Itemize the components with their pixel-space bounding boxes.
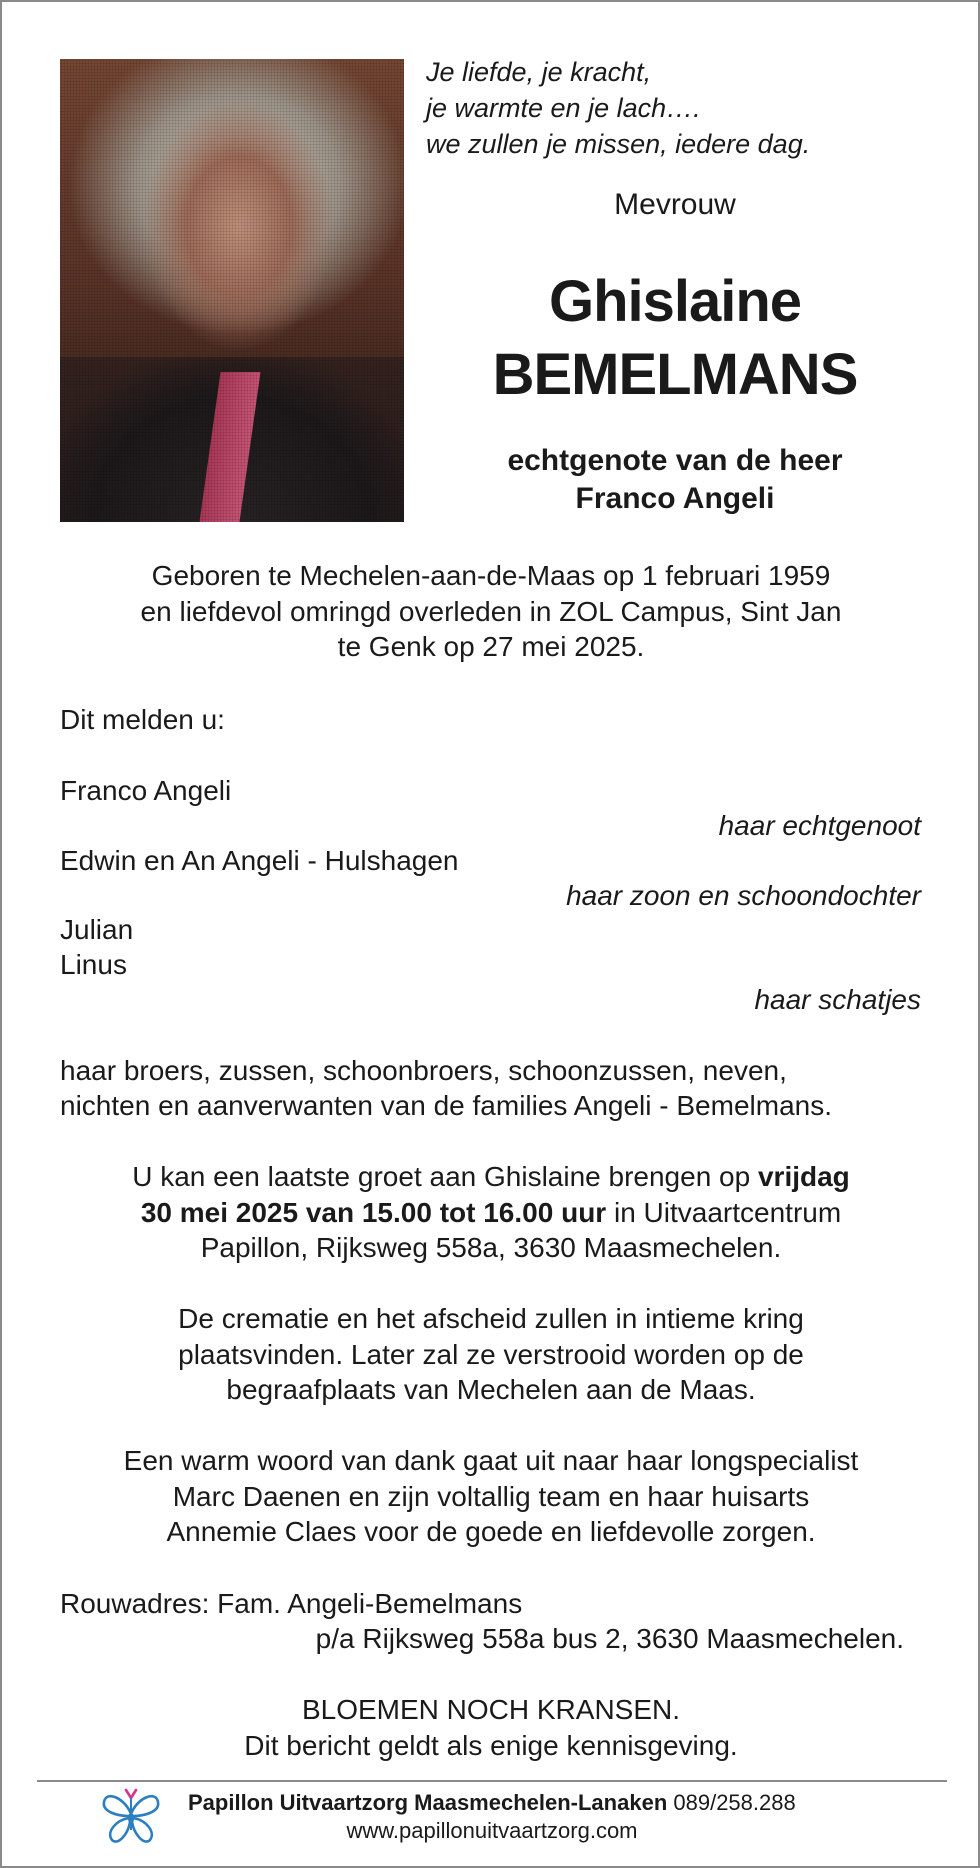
last-name: BEMELMANS	[492, 342, 858, 407]
birth-line: en liefdevol omringd overleden in ZOL Campus, Sint Jan	[140, 595, 842, 627]
thanks-line: Annemie Claes voor de goede en liefdevolle zorgen.	[166, 1516, 816, 1547]
mourning-address-street: p/a Rijksweg 558a bus 2, 3630 Maasmechelen.	[315, 1623, 904, 1654]
family-role: haar zoon en schoondochter	[566, 880, 921, 911]
family-role: haar schatjes	[754, 984, 921, 1015]
footer-divider	[37, 1780, 947, 1782]
family-member: Linus	[60, 949, 127, 980]
visit-location: Papillon, Rijksweg 558a, 3630 Maasmechelen.	[200, 1232, 782, 1263]
flowers-notice	[60, 1692, 922, 1763]
funeral-home-website[interactable]: www.papillonuitvaartzorg.com	[346, 1818, 638, 1843]
thanks-line: Een warm woord van dank gaat uit naar haar longspecialist	[123, 1445, 859, 1476]
birth-line: Geboren te Mechelen-aan-de-Maas op 1 februari 1959	[151, 560, 831, 591]
poem-line: we zullen je missen, iedere dag.	[426, 129, 811, 159]
family-member: Franco Angeli	[60, 775, 232, 806]
extended-family: nichten en aanverwanten van de families Angeli - Bemelmans.	[60, 1090, 832, 1121]
extended-family: haar broers, zussen, schoonbroers, schoonzussen, neven,	[60, 1055, 787, 1086]
deceased-name	[420, 265, 930, 411]
family-member: Edwin en An Angeli - Hulshagen	[60, 845, 459, 876]
family-role: haar echtgenoot	[718, 810, 921, 841]
poem-line: je warmte en je lach….	[426, 93, 701, 123]
spouse-name: Franco Angeli	[575, 482, 775, 515]
funeral-home	[188, 1789, 796, 1817]
announce-intro: Dit melden u:	[60, 704, 225, 735]
mourning-address: Rouwadres: Fam. Angeli-Bemelmans	[60, 1588, 523, 1619]
spouse-info	[420, 442, 930, 518]
funeral-home-phone: 089/258.288	[667, 1790, 796, 1815]
funeral-home-name: Papillon Uitvaartzorg Maasmechelen-Lanaken	[188, 1790, 668, 1815]
birth-line: te Genk op 27 mei 2025.	[337, 631, 645, 662]
first-name: Ghislaine	[548, 269, 802, 334]
honorific: Mevrouw	[614, 188, 736, 221]
cremation-line: De crematie en het afscheid zullen in intieme kring	[178, 1303, 804, 1334]
visit-text: in Uitvaartcentrum	[606, 1196, 842, 1228]
thanks-line: Marc Daenen en zijn voltallig team en haar huisarts	[172, 1480, 810, 1512]
visitation-info	[60, 1159, 922, 1266]
thanks-info	[60, 1443, 922, 1550]
poem	[426, 54, 946, 162]
cremation-line: begraafplaats van Mechelen aan de Maas.	[226, 1374, 756, 1405]
cremation-info	[60, 1301, 922, 1408]
birth-death-info	[60, 558, 922, 665]
visit-day: vrijdag	[757, 1161, 850, 1192]
portrait-photo	[60, 59, 404, 522]
cremation-line: plaatsvinden. Later zal ze verstrooid worden op de	[178, 1338, 804, 1370]
family-member: Julian	[60, 914, 134, 945]
spouse-line: echtgenote van de heer	[507, 444, 843, 477]
visit-text: U kan een laatste groet aan Ghislaine brengen op	[132, 1161, 758, 1192]
notice-line: Dit bericht geldt als enige kennisgeving.	[244, 1729, 738, 1761]
poem-line: Je liefde, je kracht,	[426, 57, 652, 87]
visit-datetime: 30 mei 2025 van 15.00 tot 16.00 uur	[140, 1196, 607, 1228]
flowers-line: BLOEMEN NOCH KRANSEN.	[301, 1694, 681, 1725]
